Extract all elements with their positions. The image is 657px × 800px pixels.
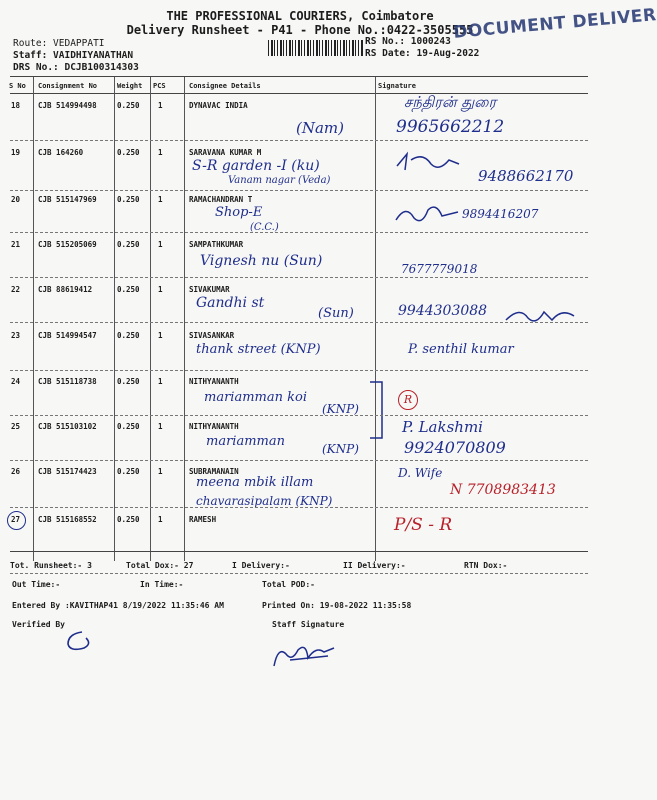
printed-on: Printed On: 19-08-2022 11:35:58 (262, 601, 412, 610)
row-consignee: RAMESH (189, 515, 217, 524)
row-weight: 0.250 (117, 331, 140, 340)
handwritten-area: Vignesh nu (Sun) (200, 253, 323, 269)
handwritten-area: thank street (KNP) (196, 342, 321, 357)
row-sno: 25 (11, 422, 21, 431)
handwritten-signature: சந்திரன் துரை (404, 93, 497, 111)
row-consignee: NITHYANANTH (189, 377, 239, 386)
handwritten-phone: 9965662212 (396, 117, 505, 137)
handwritten-area: (C.C.) (250, 222, 279, 233)
total-pod: Total POD:- (262, 580, 315, 589)
row-pcs: 1 (158, 195, 163, 204)
row-sno: 23 (11, 331, 21, 340)
row-sno: 18 (11, 101, 21, 110)
out-time: Out Time:- (12, 580, 61, 589)
handwritten-phone: 9894416207 (462, 207, 539, 221)
handwritten-phone: N 7708983413 (450, 482, 556, 498)
bracket-mark (368, 380, 394, 440)
row-sno: 21 (11, 240, 21, 249)
handwritten-area: mariamman (206, 434, 285, 449)
handwritten-phone: 9488662170 (478, 167, 574, 185)
handwritten-signature: P. senthil kumar (408, 342, 514, 357)
handwritten-signature: P/S - R (394, 515, 453, 535)
handwritten-phone: 9944303088 (398, 303, 488, 319)
row-consignment-no: CJB 88619412 (38, 285, 93, 294)
ii-delivery: II Delivery:- (343, 561, 406, 570)
handwritten-area: chavarasipalam (KNP) (196, 494, 333, 508)
tot-runsheet: Tot. Runsheet:- 3 (10, 561, 92, 570)
handwritten-signature: D. Wife (398, 466, 443, 480)
row-consignment-no: CJB 514994498 (38, 101, 97, 110)
row-weight: 0.250 (117, 195, 140, 204)
handwritten-area: Vanam nagar (Veda) (228, 175, 331, 186)
row-divider (10, 415, 588, 416)
column-divider (150, 77, 151, 561)
row-weight: 0.250 (117, 285, 140, 294)
rs-number: RS No.: 1000243 (365, 36, 451, 47)
row-weight: 0.250 (117, 148, 140, 157)
row-sno: 22 (11, 285, 21, 294)
handwritten-area: (KNP) (322, 402, 359, 416)
document-delivery-stamp: DOCUMENT DELIVER (452, 5, 657, 43)
row-pcs: 1 (158, 515, 163, 524)
row-divider (10, 140, 588, 141)
staff-signature-label: Staff Signature (272, 620, 345, 629)
row-consignee: SAMPATHKUMAR (189, 240, 244, 249)
row-pcs: 1 (158, 467, 163, 476)
row-consignee: SUBRAMANAIN (189, 467, 239, 476)
table-top-rule (10, 76, 588, 77)
row-divider (10, 277, 588, 278)
row-sno: 19 (11, 148, 21, 157)
row-divider (10, 370, 588, 371)
row-divider (10, 190, 588, 191)
col-header-pcs: PCS (153, 82, 166, 90)
signature-scribble (392, 202, 462, 226)
row-consignment-no: CJB 515174423 (38, 467, 97, 476)
row-divider (10, 507, 588, 508)
circled-mark: R (398, 390, 418, 410)
row-consignment-no: CJB 515118738 (38, 377, 97, 386)
company-title: THE PROFESSIONAL COURIERS, Coimbatore (166, 9, 434, 23)
handwritten-area: meena mbik illam (196, 475, 314, 490)
row-divider (10, 322, 588, 323)
row-pcs: 1 (158, 377, 163, 386)
column-divider (33, 77, 34, 561)
handwritten-area: (KNP) (322, 442, 359, 456)
column-divider (375, 77, 376, 561)
table-bottom-rule (10, 551, 588, 552)
row-pcs: 1 (158, 285, 163, 294)
col-header-consignee: Consignee Details (189, 82, 261, 90)
verifier-signature-scribble (62, 628, 102, 654)
row-consignment-no: CJB 515205069 (38, 240, 97, 249)
i-delivery: I Delivery:- (232, 561, 290, 570)
in-time: In Time:- (140, 580, 184, 589)
signature-scribble (393, 150, 463, 174)
row-consignment-no: CJB 515103102 (38, 422, 97, 431)
row-pcs: 1 (158, 331, 163, 340)
row-sno: 26 (11, 467, 21, 476)
row-consignee: NITHYANANTH (189, 422, 239, 431)
route-label: Route: VEDAPPATI (13, 38, 105, 49)
drs-number: DRS No.: DCJB100314303 (13, 62, 139, 73)
row-pcs: 1 (158, 101, 163, 110)
total-dox: Total Dox:- 27 (126, 561, 194, 570)
footer-rule (10, 573, 588, 574)
row-weight: 0.250 (117, 467, 140, 476)
row-consignee: SIVASANKAR (189, 331, 235, 340)
entered-by: Entered By :KAVITHAP41 8/19/2022 11:35:46 AM (12, 601, 224, 610)
handwritten-area: (Sun) (318, 306, 354, 321)
row-consignee: RAMACHANDRAN T (189, 195, 253, 204)
row-sno: 27 (11, 515, 21, 524)
row-weight: 0.250 (117, 240, 140, 249)
row-pcs: 1 (158, 422, 163, 431)
row-sno: 20 (11, 195, 21, 204)
row-sno: 24 (11, 377, 21, 386)
barcode-image (268, 40, 364, 56)
row-weight: 0.250 (117, 422, 140, 431)
handwritten-area: Shop-E (215, 205, 263, 220)
rtn-dox: RTN Dox:- (464, 561, 508, 570)
row-consignee: SIVAKUMAR (189, 285, 230, 294)
handwritten-signature: P. Lakshmi (402, 418, 483, 436)
row-divider (10, 232, 588, 233)
rs-date: RS Date: 19-Aug-2022 (365, 48, 480, 59)
row-weight: 0.250 (117, 377, 140, 386)
col-header-weight: Weight (117, 82, 143, 90)
row-consignee: SARAVANA KUMAR M (189, 148, 262, 157)
handwritten-area: mariamman koi (204, 390, 307, 405)
handwritten-area: (Nam) (296, 119, 344, 137)
row-consignment-no: CJB 514994547 (38, 331, 97, 340)
row-consignee: DYNAVAC INDIA (189, 101, 248, 110)
row-consignment-no: CJB 164260 (38, 148, 84, 157)
row-weight: 0.250 (117, 515, 140, 524)
handwritten-area: Gandhi st (196, 295, 265, 311)
runsheet-subtitle: Delivery Runsheet - P41 - Phone No.:0422-3505555 (126, 23, 474, 37)
verified-by-label: Verified By (12, 620, 65, 629)
handwritten-phone: 9924070809 (404, 438, 506, 457)
column-divider (114, 77, 115, 561)
handwritten-phone: 7677779018 (401, 262, 478, 276)
handwritten-area: S-R garden -I (ku) (192, 158, 320, 174)
staff-signature-scribble (268, 640, 340, 670)
column-divider (184, 77, 185, 561)
col-header-signature: Signature (378, 82, 416, 90)
table-header-rule (10, 93, 588, 94)
col-header-sno: S No (9, 82, 26, 90)
row-consignment-no: CJB 515168552 (38, 515, 97, 524)
row-consignment-no: CJB 515147969 (38, 195, 97, 204)
row-pcs: 1 (158, 148, 163, 157)
row-pcs: 1 (158, 240, 163, 249)
row-divider (10, 460, 588, 461)
row-weight: 0.250 (117, 101, 140, 110)
col-header-consignment: Consignment No (38, 82, 98, 90)
staff-label: Staff: VAIDHIYANATHAN (13, 50, 134, 61)
